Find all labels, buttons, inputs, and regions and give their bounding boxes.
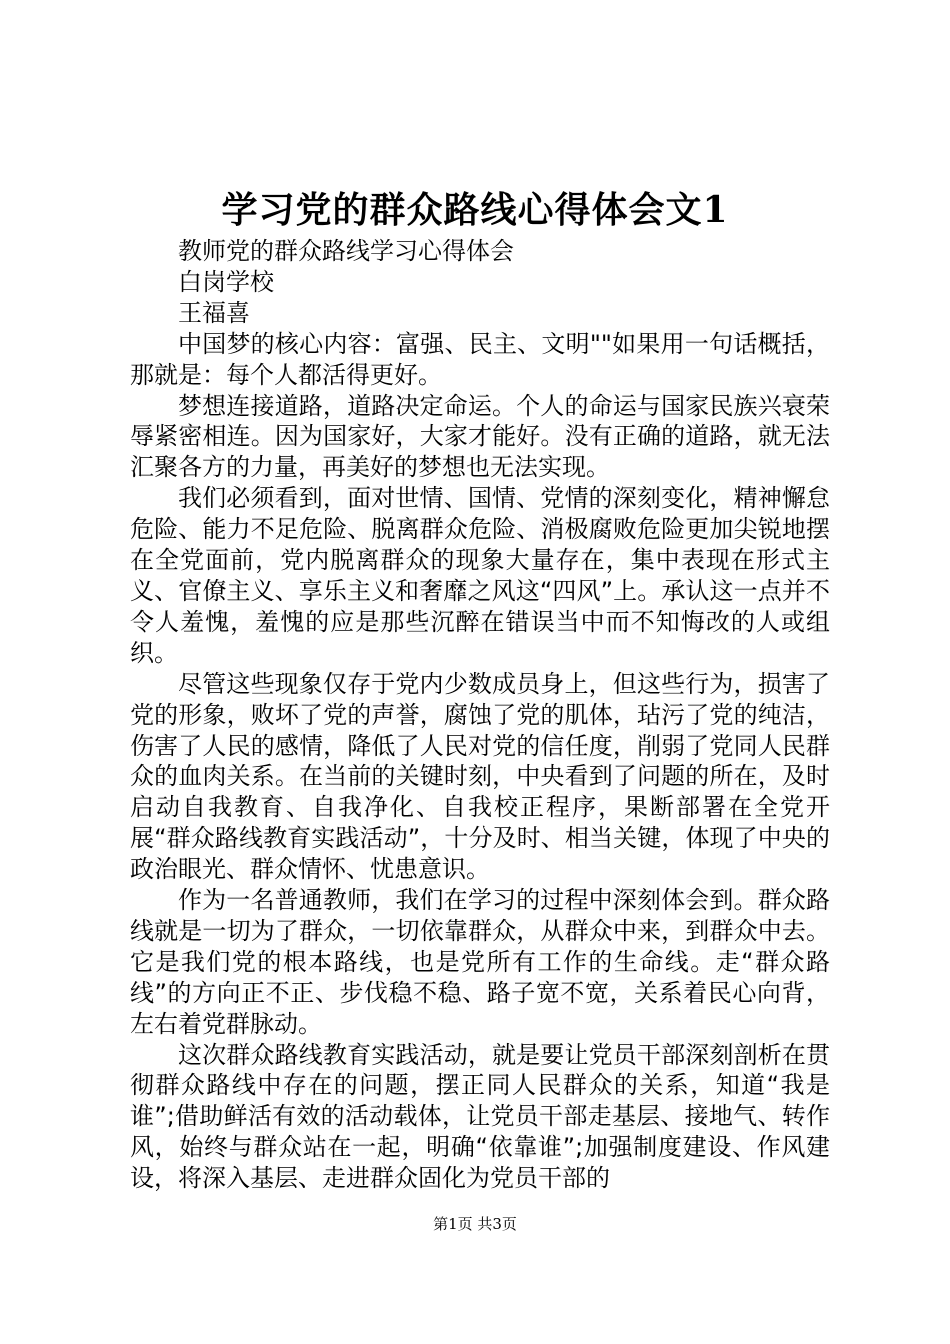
page-number-footer: 第1页 共3页: [433, 1215, 517, 1233]
document-title: 学习党的群众路线心得体会文1: [221, 189, 729, 231]
paragraph: 我们必须看到，面对世情、国情、党情的深刻变化，精神懈怠危险、能力不足危险、脱离群众危险、消极腐败危险更加尖锐地摆在全党面前，党内脱离群众的现象大量存在，集中表现在形式主义、官僚主义、享乐主义和奢靡之风这“四风”上。承认这一点并不令人羞愧，羞愧的应是那些沉醉在错误当中而不知悔改的人或组织。: [130, 484, 830, 667]
paragraph-author: 王福喜: [178, 298, 250, 327]
paragraph-subtitle: 教师党的群众路线学习心得体会: [178, 237, 514, 265]
paragraph: 尽管这些现象仅存于党内少数成员身上，但这些行为，损害了党的形象，败坏了党的声誉，腐蚀了党的肌体，玷污了党的纯洁，伤害了人民的感情，降低了人民对党的信任度，削弱了党同人民群众的血肉关系。在当前的关键时刻，中央看到了问题的所在，及时启动自我教育、自我净化、自我校正程序，果断部署在全党开展“群众路线教育实践活动”，十分及时、相当关键，体现了中央的政治眼光、群众情怀、忧患意识。: [130, 669, 830, 884]
paragraph: 这次群众路线教育实践活动，就是要让党员干部深刻剖析在贯彻群众路线中存在的问题，摆正同人民群众的关系，知道“我是谁”;借助鲜活有效的活动载体，让党员干部走基层、接地气、转作风，始终与群众站在一起，明确“依靠谁”;加强制度建设、作风建设，将深入基层、走进群众固化为党员干部的: [130, 1040, 830, 1193]
paragraph: 作为一名普通教师，我们在学习的过程中深刻体会到。群众路线就是一切为了群众，一切依靠群众，从群众中来，到群众中去。它是我们党的根本路线，也是党所有工作的生命线。走“群众路线”的方向正不正、步伐稳不稳、路子宽不宽，关系着民心向背，左右着党群脉动。: [130, 886, 830, 1038]
paragraph: 中国梦的核心内容：富强、民主、文明""如果用一句话概括，那就是：每个人都活得更好。: [130, 329, 830, 389]
paragraph-school: 白岗学校: [178, 267, 274, 296]
paragraph: 梦想连接道路，道路决定命运。个人的命运与国家民族兴衰荣辱紧密相连。因为国家好，大家才能好。没有正确的道路，就无法汇聚各方的力量，再美好的梦想也无法实现。: [130, 391, 830, 482]
document-body: [130, 236, 830, 1194]
